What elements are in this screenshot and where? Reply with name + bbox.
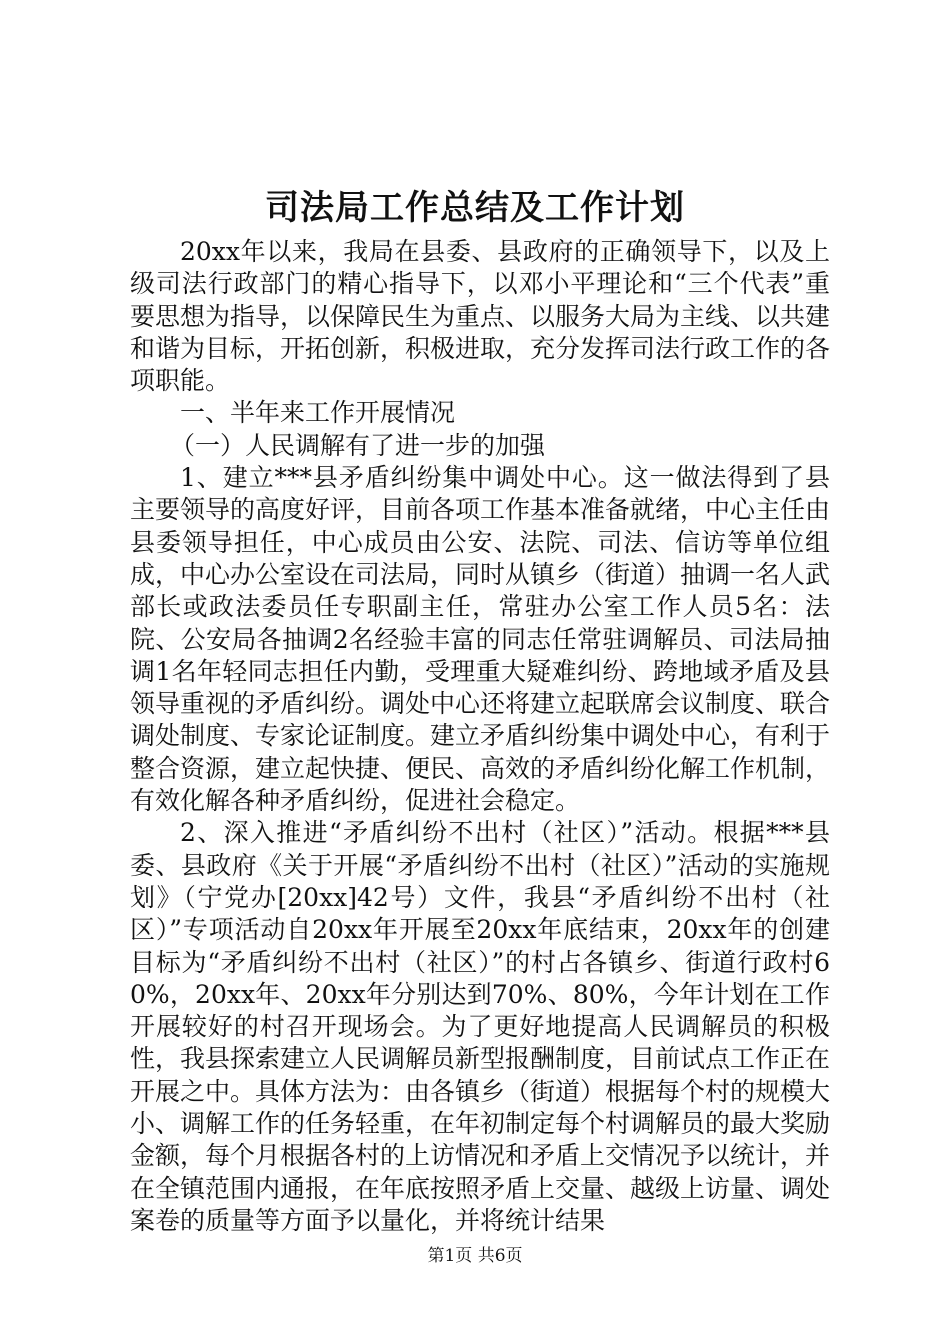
page-number-footer: 第1页 共6页: [427, 1246, 523, 1266]
paragraph-item-1: 1、建立***县矛盾纠纷集中调处中心。这一做法得到了县主要领导的高度好评，目前各项工作基本准备就绪，中心主任由县委领导担任，中心成员由公安、法院、司法、信访等单位组成，中心办公室设在司法局，同时从镇乡（街道）抽调一名人武部长或政法委员任专职副主任，常驻办公室工作人员5名：法院、公安局各抽调2名经验丰富的同志任常驻调解员、司法局抽调1名年轻同志担任内勤，受理重大疑难纠纷、跨地域矛盾及县领导重视的矛盾纠纷。调处中心还将建立起联席会议制度、联合调处制度、专家论证制度。建立矛盾纠纷集中调处中心，有利于整合资源，建立起快捷、便民、高效的矛盾纠纷化解工作机制，有效化解各种矛盾纠纷，促进社会稳定。: [130, 463, 831, 816]
section-heading: 一、半年来工作开展情况: [180, 398, 456, 428]
subsection-heading: （一）人民调解有了进一步的加强: [170, 430, 546, 460]
document-title: 司法局工作总结及工作计划: [265, 188, 685, 228]
document-body: [130, 236, 830, 1237]
paragraph-intro: 20xx年以来，我局在县委、县政府的正确领导下，以及上级司法行政部门的精心指导下，以邓小平理论和“三个代表”重要思想为指导，以保障民生为重点、以服务大局为主线、以共建和谐为目标，开拓创新，积极进取，充分发挥司法行政工作的各项职能。: [130, 237, 831, 396]
paragraph-item-2: 2、深入推进“矛盾纠纷不出村（社区）”活动。根据***县委、县政府《关于开展“矛盾纠纷不出村（社区）”活动的实施规划》（宁党办[20xx]42号）文件，我县“矛盾纠纷不出村（社区）”专项活动自20xx年开展至20xx年底结束，20xx年的创建目标为“矛盾纠纷不出村（社区）”的村占各镇乡、街道行政村60%，20xx年、20xx年分别达到70%、80%，今年计划在工作开展较好的村召开现场会。为了更好地提高人民调解员的积极性，我县探索建立人民调解员新型报酬制度，目前试点工作正在开展之中。具体方法为：由各镇乡（街道）根据每个村的规模大小、调解工作的任务轻重，在年初制定每个村调解员的最大奖励金额，每个月根据各村的上访情况和矛盾上交情况予以统计，并在全镇范围内通报，在年底按照矛盾上交量、越级上访量、调处案卷的质量等方面予以量化，并将统计结果: [130, 818, 831, 1235]
